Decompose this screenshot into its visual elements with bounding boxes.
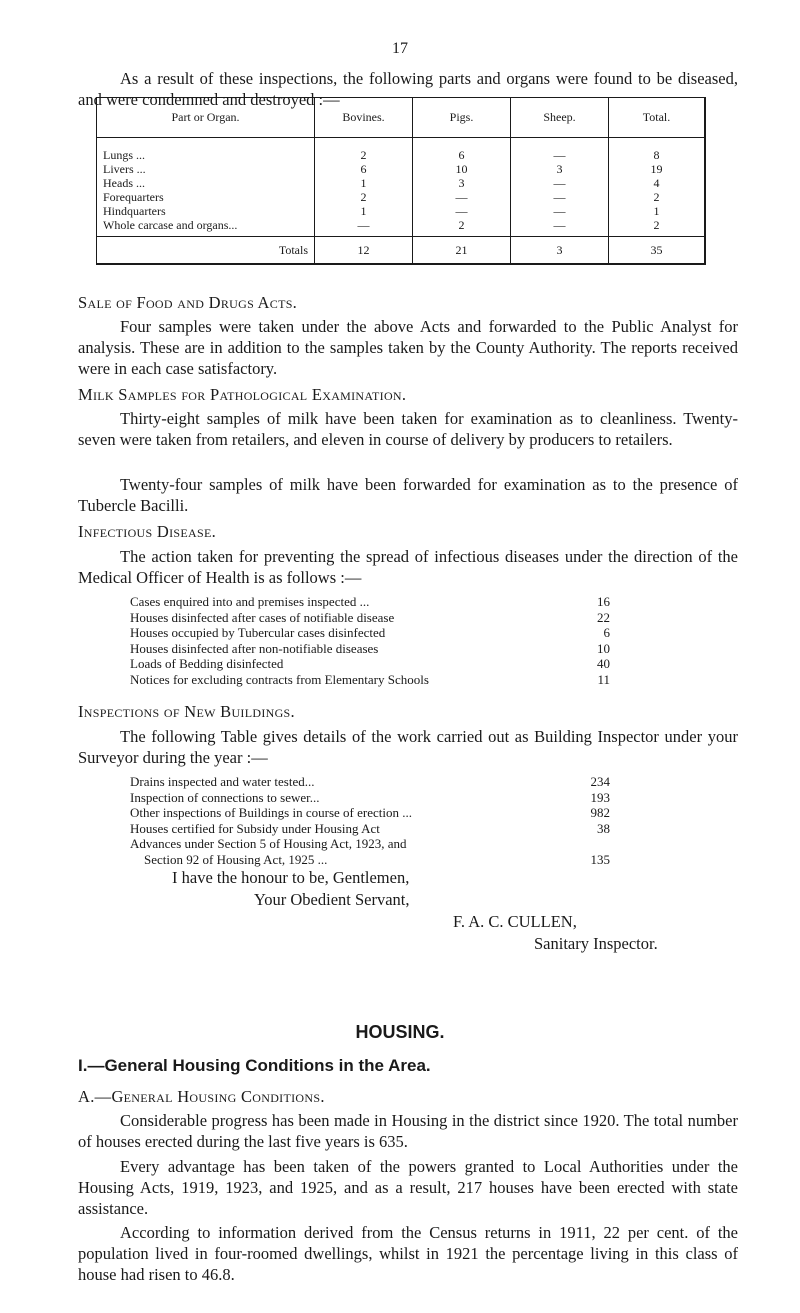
cell: 4: [609, 176, 706, 190]
list-item: [130, 852, 610, 868]
item-value: [578, 836, 610, 852]
cell: 1: [315, 176, 413, 190]
item-value: 40: [597, 656, 610, 671]
header-pigs: Pigs.: [413, 98, 511, 138]
housing-heading: A.—General Housing Conditions.: [78, 1087, 325, 1106]
infectious-paragraph: The action taken for preventing the spread of infectious diseases under the direction of the Medical Officer of Health is as follows :—: [78, 547, 738, 587]
list-item: [130, 774, 610, 790]
cell: 10: [413, 162, 511, 176]
housing-paragraph-3: According to information derived from the Census returns in 1911, 22 per cent. of the population lived in four-roomed dwellings, whilst in 1921 the percentage living in this class of house had risen to 46.8.: [78, 1223, 738, 1284]
infectious-heading: Infectious Disease.: [78, 522, 217, 541]
item-value: 234: [590, 774, 610, 789]
table-row: [97, 204, 706, 218]
item-value: 982: [590, 805, 610, 820]
signature-title: Sanitary Inspector.: [534, 934, 658, 953]
housing-paragraph-2: Every advantage has been taken of the powers granted to Local Authorities under the Housing Acts, 1919, 1923, and 1925, and as a result, 217 houses have been erected with state assistance.: [78, 1157, 738, 1218]
item-label: Inspection of connections to sewer...: [130, 789, 320, 805]
buildings-list: [130, 774, 610, 867]
item-label: Advances under Section 5 of Housing Act, 1923, and: [130, 836, 407, 851]
item-value: 10: [597, 640, 610, 656]
cell: 2: [609, 218, 706, 237]
list-item: [130, 625, 610, 641]
intro-paragraph: As a result of these inspections, the following parts and organs were found to be diseased, and were condemned and destroyed :—: [78, 69, 738, 109]
cell: —: [511, 176, 609, 190]
sale-heading: Sale of Food and Drugs Acts.: [78, 293, 298, 312]
item-value: 193: [590, 789, 610, 805]
cell: Whole carcase and organs...: [103, 218, 238, 232]
cell: —: [511, 138, 609, 163]
table-header-row: [97, 98, 706, 138]
item-label: Houses disinfected after cases of notifiable disease: [130, 609, 395, 625]
cell: —: [413, 204, 511, 218]
list-item: [130, 821, 610, 837]
totals-label: Totals: [97, 237, 315, 265]
list-item: [130, 656, 610, 672]
list-item: [130, 790, 610, 806]
milk-heading: Milk Samples for Pathological Examination.: [78, 385, 407, 404]
header-total: Total.: [609, 98, 706, 138]
page-number: 17: [392, 40, 408, 57]
cell: 8: [609, 138, 706, 163]
cell: 3: [413, 176, 511, 190]
signature-name: F. A. C. CULLEN,: [453, 912, 577, 931]
cell: Hindquarters: [103, 204, 166, 218]
total-bovines: 12: [315, 237, 413, 265]
cell: 2: [609, 190, 706, 204]
cell: 1: [609, 204, 706, 218]
list-item: [130, 672, 610, 688]
list-item: [130, 805, 610, 821]
milk-paragraph-2: Twenty-four samples of milk have been forwarded for examination as to the presence of Tubercle Bacilli.: [78, 475, 738, 515]
item-label: Cases enquired into and premises inspected ...: [130, 594, 370, 609]
cell: —: [413, 190, 511, 204]
item-value: 38: [597, 820, 610, 836]
item-label: Houses certified for Subsidy under Housing Act: [130, 820, 380, 836]
infectious-list: [130, 594, 610, 687]
list-item: [130, 641, 610, 657]
item-value: 6: [603, 625, 610, 640]
cell: 1: [315, 204, 413, 218]
item-value: 16: [597, 594, 610, 609]
housing-paragraph-1: Considerable progress has been made in Housing in the district since 1920. The total number of houses erected during the last five years is 635.: [78, 1111, 738, 1151]
table-row: [97, 218, 706, 237]
total-pigs: 21: [413, 237, 511, 265]
table-row: [97, 176, 706, 190]
cell: 3: [511, 162, 609, 176]
cell: Livers ...: [103, 162, 146, 176]
cell: 19: [609, 162, 706, 176]
item-value: 22: [597, 609, 610, 625]
table-row: [97, 138, 706, 163]
cell: 6: [315, 162, 413, 176]
item-value: 135: [590, 851, 610, 867]
total-sheep: 3: [511, 237, 609, 265]
cell: —: [511, 204, 609, 218]
list-item: [130, 610, 610, 626]
cell: —: [511, 218, 609, 237]
header-sheep: Sheep.: [511, 98, 609, 138]
housing-title: HOUSING.: [355, 1022, 445, 1042]
header-bovines: Bovines.: [315, 98, 413, 138]
header-part: Part or Organ.: [97, 98, 315, 138]
milk-paragraph-1: Thirty-eight samples of milk have been taken for examination as to cleanliness. Twenty-seven were taken from retailers, and eleven in course of delivery by producers to retailers.: [78, 409, 738, 449]
item-label: Drains inspected and water tested...: [130, 774, 315, 789]
cell: Forequarters: [103, 190, 164, 204]
sale-paragraph: Four samples were taken under the above Acts and forwarded to the Public Analyst for analysis. These are in addition to the samples taken by the County Authority. The reports received were in each case satisfactory.: [78, 317, 738, 378]
cell: 2: [413, 218, 511, 237]
buildings-paragraph: The following Table gives details of the work carried out as Building Inspector under your Surveyor during the year :—: [78, 727, 738, 767]
condemned-organs-table: [96, 97, 706, 265]
signature-servant: Your Obedient Servant,: [254, 890, 410, 909]
total-all: 35: [609, 237, 706, 265]
item-label: Houses disinfected after non-notifiable diseases: [130, 640, 379, 656]
cell: 6: [413, 138, 511, 163]
totals-row: [97, 237, 706, 265]
item-label: Loads of Bedding disinfected: [130, 656, 284, 671]
item-label: Houses occupied by Tubercular cases disinfected: [130, 625, 386, 640]
cell: Heads ...: [103, 176, 145, 190]
cell: 2: [315, 138, 413, 163]
cell: —: [315, 218, 413, 237]
table-row: [97, 190, 706, 204]
item-label: Notices for excluding contracts from Elementary Schools: [130, 671, 429, 687]
item-label: Section 92 of Housing Act, 1925 ...: [144, 851, 328, 867]
list-item: [130, 594, 610, 610]
cell: —: [511, 190, 609, 204]
item-label: Other inspections of Buildings in course of erection ...: [130, 805, 412, 820]
cell: 2: [315, 190, 413, 204]
item-value: 11: [597, 671, 610, 687]
list-item: [130, 836, 610, 852]
table-row: [97, 162, 706, 176]
housing-subtitle: I.—General Housing Conditions in the Area.: [78, 1056, 431, 1075]
signature-closing: I have the honour to be, Gentlemen,: [172, 868, 410, 887]
buildings-heading: Inspections of New Buildings.: [78, 702, 295, 721]
cell: Lungs ...: [103, 148, 145, 162]
